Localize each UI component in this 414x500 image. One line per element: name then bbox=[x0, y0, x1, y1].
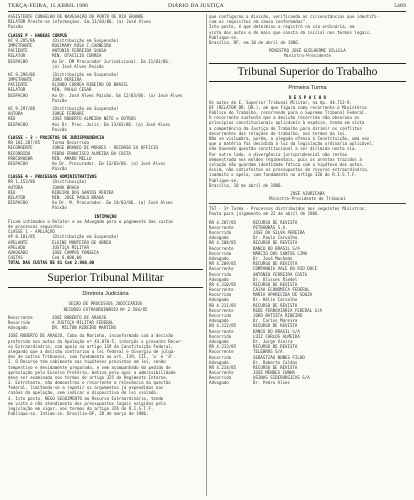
field-label: RR 101.287/85 bbox=[8, 140, 41, 146]
field-row bbox=[209, 380, 406, 385]
field-value: RECURSO DE REVISTA bbox=[253, 281, 298, 287]
field-row bbox=[8, 205, 203, 210]
field-label: AUTORA bbox=[8, 184, 23, 190]
field-label: Recorrido bbox=[209, 271, 232, 277]
body-line: Publique-se. bbox=[209, 177, 239, 183]
field-label: Recorrente bbox=[209, 266, 234, 272]
field-value: RECURSO DE REVISTA bbox=[253, 261, 298, 267]
field-value: USINAS SIDERÚRGICAS S/A bbox=[253, 375, 310, 381]
text-line: Ficam intimados o Relator e ao Advogado para o pagamento das custas bbox=[8, 218, 174, 224]
body-line: apreciação pelo Excelso Pretório, motivo pelo qual a admissibilidade bbox=[8, 369, 176, 375]
sub-heading: SEÇÃO DE PROCESSOS JUDICIÁRIOS bbox=[68, 301, 143, 307]
field-label: Advogado bbox=[8, 325, 28, 331]
field-row bbox=[8, 325, 203, 330]
body-line: so Extraordinário, com apoio no artigo 119 da Constituição Federal, bbox=[8, 343, 174, 349]
field-label: Advogado bbox=[209, 338, 229, 344]
body-line: tempestivo e devidamente preparado, e vem acompanhado do pedido de bbox=[8, 364, 171, 370]
field-label: Recorrido bbox=[209, 333, 232, 339]
field-value: JOSÉ CAMPOS FONSECA bbox=[52, 249, 99, 255]
field-value: (Distribuição em Suspensão) bbox=[52, 234, 119, 240]
body-line: razões da apelação, sem indicar o dispositivo de lei violado. bbox=[8, 390, 159, 396]
body-line: Público do Trabalho, recorrendo para o Supremo Tribunal Federal. bbox=[209, 110, 367, 116]
field-label: RECORRENTE bbox=[8, 145, 33, 151]
body-line: Isto posto, é que determino o registro na via ordinária, em bbox=[209, 24, 355, 30]
signature-line: Ministro-Presidente bbox=[284, 53, 331, 59]
field-value: Ao Dr. M. Procurador. Em 14/03/86. (a) José Alves bbox=[52, 200, 173, 206]
field-value: RECURSO DE REVISTA bbox=[253, 240, 298, 246]
field-value: RIBEIRO DOS SANTOS PERIRA bbox=[52, 189, 114, 195]
body-line: em vista o não atendimento dos pressupostos legais exigidos pela bbox=[8, 400, 166, 406]
body-line: Os autos do E. Superior Tribunal Militar, na Ap. 44.713-9, bbox=[209, 99, 352, 105]
field-label: PACIENTE bbox=[8, 48, 28, 54]
body-line: Publique-se. Intime-se. Brasília-DF, 28 de março de 1986. bbox=[8, 411, 149, 417]
field-label: DESPACHO bbox=[8, 200, 28, 206]
field-label bbox=[8, 98, 52, 103]
field-value: Dr. Pedro Alves bbox=[253, 380, 290, 386]
body-line: inadmito o apelo, com fundamento no artigo 326 do R.I.S.T.F. bbox=[209, 172, 357, 178]
body-line: princípios constitucionais aplicáveis à espécie, tendo em vista bbox=[209, 120, 365, 126]
field-value: RECURSO DE REVISTA bbox=[253, 302, 298, 308]
field-label: PROCURADOR bbox=[8, 155, 33, 161]
body-line: Publique-se. bbox=[209, 34, 239, 40]
body-line: colação não guardam identidade fática com a hipótese dos autos. bbox=[209, 161, 365, 167]
total-line: TOTAL DAS CUSTAS DE 81 Ce$ 2.980,00 bbox=[8, 260, 95, 266]
field-label bbox=[8, 205, 52, 210]
field-value: ANTONIO FERREIRA SOUSA bbox=[52, 48, 107, 54]
text-line: ASSISTENTE CONSELHO DE NAVEGAÇÃO DO PORTO DE RIO GRANDE bbox=[8, 14, 144, 19]
court-banner-stm: Superior Tribunal Militar bbox=[8, 269, 203, 288]
field-value: REDE FERROVIÁRIA FEDERAL S/A bbox=[253, 307, 323, 313]
field-label: RECORRIDO bbox=[8, 150, 31, 156]
field-label: HC 9.295/86 bbox=[8, 37, 36, 43]
field-label: Advogado bbox=[209, 359, 229, 365]
field-value: CAIXA ECONÔMICA FEDERAL bbox=[253, 287, 310, 293]
field-label: Recorrente bbox=[209, 224, 234, 230]
body-line: deve ser examinada nos termos do artigo 325 do Regimento Interno. bbox=[8, 374, 169, 380]
field-value: PETROBRÁS S.A. bbox=[253, 224, 288, 230]
field-label: RR 4.211/85 bbox=[209, 302, 237, 308]
field-row bbox=[8, 166, 203, 171]
field-value: ANTÔNIO FERREIRA COSTA bbox=[253, 271, 308, 277]
field-label: AP 8.101/85 bbox=[8, 234, 36, 240]
field-label: Recorrente bbox=[209, 287, 234, 293]
field-label: RR 4.213/85 bbox=[209, 344, 237, 350]
body-line: Brasília, DF, em 10 de abril de 1986. bbox=[209, 39, 301, 45]
field-label: DESPACHO bbox=[8, 121, 28, 127]
field-value: Dr. Paulo Carvalho bbox=[253, 235, 298, 241]
field-value: TELEBRÁS S/A bbox=[253, 349, 283, 355]
field-label: Recorrente bbox=[8, 314, 33, 320]
field-label: RR 4.214/85 bbox=[209, 364, 237, 370]
field-label: AUTORA bbox=[8, 111, 23, 117]
field-value: Ce$ 6.800,00 bbox=[52, 255, 82, 261]
field-value: Dr. Ulisses Riedel bbox=[253, 276, 298, 282]
field-value: RECURSO DE REVISTA bbox=[253, 219, 298, 225]
field-value: JOÃO PEREIRA bbox=[52, 77, 82, 83]
field-value: JORGE FERRARI bbox=[52, 111, 85, 117]
field-label bbox=[8, 166, 52, 171]
field-value: Dr. José Machado bbox=[253, 255, 293, 261]
field-label: Recorrido bbox=[209, 230, 232, 235]
header-title: DIÁRIO DA JUSTIÇA bbox=[168, 3, 224, 9]
body-line: alegando que a decisão contrariou a lei federal e divergiu de julga- bbox=[8, 348, 176, 354]
body-line: 3. Entretanto, não demonstrou o recorrente a relevância da questão bbox=[8, 380, 171, 386]
field-value: ROSIMARY ROSA C.CARNEIRO bbox=[52, 42, 112, 48]
field-value: Paixão bbox=[52, 97, 67, 103]
field-label: Advogado bbox=[209, 318, 229, 324]
section-title: CLASSE 4 - PROCESSOS ADMINISTRATIVOS bbox=[8, 174, 97, 180]
field-label: Advogado bbox=[209, 297, 229, 303]
field-value: Aos Dr. Proc. Juris. Em 13/03/86. (a) José Alves bbox=[52, 121, 171, 127]
field-label: RR 4.212/85 bbox=[209, 323, 237, 329]
field-value: Paixão bbox=[52, 166, 67, 172]
field-value: Dr. Hélio Carvalho bbox=[253, 297, 298, 303]
field-label: CUSTAS bbox=[8, 255, 23, 261]
field-value: BANCO DO BRASIL S/A bbox=[253, 328, 300, 334]
field-label: RELATOR bbox=[8, 195, 26, 200]
field-label: IMPETRANTE bbox=[8, 77, 33, 83]
field-label: RR 4.208/85 bbox=[209, 240, 237, 246]
body-line: Pauta para julgamento em 22 de abril de 1986. bbox=[209, 211, 320, 217]
sub-heading: RECURSO EXTRAORDINÁRIO Nº 2.584/85 bbox=[63, 306, 148, 312]
body-line: federal, limitando-se a repetir os argumentos já expendidos nas bbox=[8, 385, 164, 391]
field-label: Advogado bbox=[209, 255, 229, 261]
signature-line: Ministro-Presidente do Tribunal bbox=[269, 196, 346, 202]
body-line: Por outro lado, a divergência jurisprudencial não restou bbox=[209, 151, 348, 157]
field-value: JOANA BRAGA bbox=[52, 184, 80, 190]
field-value: Turma Recorrida bbox=[52, 140, 89, 146]
field-label: RR 4.209/85 bbox=[209, 261, 237, 267]
field-label: RELATOR bbox=[8, 53, 26, 59]
body-line: Assim, não satisfeitos os pressupostos do recurso extraordinário, bbox=[209, 167, 370, 173]
body-line: proferida nos autos da Apelação nº 43.870-5, interpôs o presente Recur- bbox=[8, 338, 183, 344]
field-value: MIN. PAULO CESAR bbox=[52, 87, 92, 93]
field-label: Recorrido bbox=[209, 313, 232, 318]
field-row bbox=[8, 127, 203, 132]
field-value: Dr. Carlos Moreira bbox=[253, 318, 298, 324]
field-label: Recorrente bbox=[209, 307, 234, 313]
field-value: RECURSO DE REVISTA bbox=[253, 364, 298, 370]
field-value: MIN. OTACILIO CORREA bbox=[52, 53, 102, 59]
field-value: Paixão bbox=[52, 126, 67, 132]
page-number: 5489 bbox=[394, 3, 406, 9]
field-value: SEBASTIÃO NUNES FILHO bbox=[253, 354, 305, 360]
field-label: Advogado bbox=[209, 235, 229, 241]
field-value: JOSÉ MENDES CUNHA bbox=[253, 370, 295, 376]
body-line: Brasília, 10 de abril de 1986. bbox=[209, 182, 283, 188]
body-line: não havendo questão constitucional a ser dirimida nesta via. bbox=[209, 146, 357, 152]
field-label: RÉU bbox=[8, 189, 16, 195]
field-value: MARIA APARECIDA DE SOUZA bbox=[253, 292, 313, 298]
body-line: cam os requisitos em causa conformadas". bbox=[209, 19, 308, 25]
field-label: Recorrido bbox=[209, 375, 232, 381]
field-value: BANCO DO BRASIL S/A bbox=[253, 245, 300, 251]
signature-line: MINISTRO JOSÉ GUILHERME VILLELA bbox=[269, 48, 346, 54]
field-value: Ao Dr. Procurador. Em 13/03/86. (a) José Alves bbox=[52, 160, 166, 166]
field-label: IMPETRANTE bbox=[8, 42, 33, 48]
field-label: Recorrido bbox=[209, 292, 232, 298]
field-label: DESPACHO bbox=[8, 160, 28, 166]
field-value: LUIZ CARLOS ALMEIDA bbox=[253, 333, 300, 339]
body-line: DF (RELATOR DR. DR.), em que figura como recorrente o Ministério bbox=[209, 104, 367, 110]
field-value: RECURSO DE REVISTA bbox=[253, 344, 298, 350]
section-title: INTIMAÇÃO bbox=[94, 213, 117, 219]
field-label: ADVOGADO bbox=[8, 249, 28, 255]
field-label: DESPACHO bbox=[8, 58, 28, 64]
column-divider bbox=[206, 14, 207, 496]
header-rule bbox=[8, 11, 406, 12]
field-label: APELANTE bbox=[8, 239, 28, 245]
field-value: (Distribuição em Suspensão) bbox=[52, 71, 119, 77]
field-value: ELAINE MONTEIRO DE ABREU bbox=[52, 239, 112, 245]
field-label: Recorrido bbox=[209, 250, 232, 256]
field-value: COMPANHIA VALE DO RIO DOCE bbox=[253, 266, 318, 272]
field-value: JUSTIÇA MILITAR bbox=[52, 244, 89, 250]
field-value: (Distribuição em Suspensão) bbox=[52, 37, 119, 43]
field-label: DESPACHO bbox=[8, 92, 28, 98]
field-label: Recorrente bbox=[209, 328, 234, 334]
body-line: vista dos autos e do mais que consta da inicial nos termos legais. bbox=[209, 29, 372, 35]
field-label: HC 9.296/86 bbox=[8, 71, 36, 77]
left-column bbox=[8, 14, 203, 416]
right-column bbox=[209, 14, 406, 386]
text-line: de processos seguintes: bbox=[8, 223, 65, 229]
field-value: (Distribuição) bbox=[52, 179, 87, 185]
field-value: Ao Dr. DM Procurador Jurisdicional. Em 11/03/86. bbox=[52, 58, 171, 64]
field-value: JOSÉ ROBERTO ALMEIDA NETO e OUTROS bbox=[52, 116, 136, 122]
text-line: CLASSE 1 - APELAÇÃO bbox=[8, 229, 55, 235]
field-value: PEDRO FRANCISCO ALMEIDA DA COSTA bbox=[52, 150, 131, 156]
body-line: O recorrente sustenta que a decisão recorrida não observou os bbox=[209, 115, 360, 121]
field-label: RR 4.210/85 bbox=[209, 281, 237, 287]
header-date: TERÇA-FEIRA, 15 ABRIL 1986 bbox=[8, 3, 89, 9]
section-subhead: Primeira Turma bbox=[288, 84, 327, 91]
body-line: 4. Isto posto, NEGO SEGUIMENTO ao Recurso Extraordinário, tendo bbox=[8, 395, 164, 401]
body-line: legislação em vigor, nos termos do artigo 326 do R.I.S.T.F. bbox=[8, 406, 154, 411]
field-value: MIN. AMARO MELLO bbox=[52, 155, 92, 161]
body-line: que configurou a divisão, verificando as circunstâncias que identifi- bbox=[209, 14, 380, 19]
field-label: RR 1.153/86 bbox=[8, 179, 36, 185]
field-label: Recorrido bbox=[8, 320, 31, 325]
field-label: HC 9.297/86 bbox=[8, 106, 36, 111]
text-line: Paixão bbox=[8, 24, 23, 30]
field-label: Recorrente bbox=[209, 370, 234, 376]
body-line: a competência da Justiça do Trabalho para dirimir os conflitos bbox=[209, 125, 362, 131]
field-label: Advogado bbox=[209, 380, 229, 386]
body-line: 2. O Recurso tem cabimento nas hipóteses previstas em lei, sendo bbox=[8, 359, 166, 365]
field-value: A JUSTIÇA MILITAR FEDERAL bbox=[52, 320, 114, 325]
field-value: RECURSO DE REVISTA bbox=[253, 323, 298, 329]
field-label bbox=[8, 127, 52, 132]
field-label: Recorrente bbox=[209, 349, 234, 355]
field-value: Paixão bbox=[52, 205, 67, 211]
field-label: Advogado bbox=[209, 276, 229, 282]
field-value: Ao Dr. José Alves Paixão. Em 12/03/86. (a) José Alves bbox=[52, 92, 183, 98]
body-line: demonstrada nos moldes regimentais, pois os arestos trazidos à bbox=[209, 156, 362, 162]
rule bbox=[209, 203, 406, 204]
field-label: RELATOR bbox=[8, 87, 26, 93]
field-value: (a) José Alves Paixão bbox=[52, 63, 104, 69]
field-value: Dr. Jorge Vieira bbox=[253, 338, 293, 344]
field-value: MÁRCIO DOS SANTOS LIMA bbox=[253, 250, 308, 256]
section-title: CLASSE - 3 - PROJETOS DE JURISPRUDENCIA bbox=[8, 134, 105, 140]
field-row bbox=[8, 98, 203, 103]
section-title: D E S P A C H O bbox=[289, 94, 326, 100]
field-value: (Distribuição em Suspensão) bbox=[52, 106, 119, 111]
field-label: APELADO bbox=[8, 244, 26, 250]
text-line: RELATOR Preste-se informações. Em 11/03/86. (a) José Alves bbox=[8, 19, 151, 25]
field-value: OLINDO CORREA RIBEIRO DO BRASIL bbox=[52, 82, 129, 88]
body-line: JOSÉ ROBERTO DE ARAÚJO, Cabo da Marinha, inconformado com a decisão bbox=[8, 333, 174, 339]
signature-line: JOSÉ AJURICABA bbox=[290, 190, 325, 196]
field-label bbox=[8, 64, 52, 69]
field-label: PACIENTE bbox=[8, 82, 28, 88]
field-label: RR 4.207/85 bbox=[209, 219, 237, 225]
field-label: Recorrido bbox=[209, 354, 232, 360]
field-value: Dr. Roberto Caldas bbox=[253, 359, 298, 365]
section-subhead: Diretoria Judiciária bbox=[82, 291, 129, 298]
field-value: JOSÉ DA SILVA PEREIRA bbox=[253, 230, 305, 235]
field-value: MIN. JOSÉ PAULO BRAGA bbox=[52, 195, 104, 200]
body-line: que a matéria foi decidida à luz da legislação ordinária aplicável, bbox=[209, 141, 375, 147]
field-label: RÉU bbox=[8, 116, 16, 122]
field-value: DR. MILTON RIBEIRO MARTINS bbox=[52, 325, 117, 331]
section-title: CLASSE P - HABEAS CORPUS bbox=[8, 32, 68, 38]
field-value: JORGE BRANCO DE MORAES - RECURSO EX OFFICIO bbox=[52, 145, 158, 151]
field-value: JOSÉ ROBERTO DE ARAÚJO bbox=[52, 314, 107, 320]
body-line: dos de outros Tribunais, com fundamento no art. 119, III, 'a' e 'd'. bbox=[8, 354, 176, 360]
body-line: Não se vislumbra, porém, a alegada ofensa à Constituição, uma vez bbox=[209, 136, 370, 141]
body-line: decorrentes das relações de trabalho, nos termos da lei. bbox=[209, 130, 348, 136]
court-banner-tst: Tribunal Superior do Trabalho bbox=[209, 63, 406, 82]
body-line: TST - 1ª Turma - Processos distribuídos aos seguintes Ministros: bbox=[209, 206, 367, 212]
field-row bbox=[8, 64, 203, 69]
field-value: JOÃO BATISTA RIBEIRO bbox=[253, 313, 303, 318]
field-label: Recorrente bbox=[209, 245, 234, 251]
